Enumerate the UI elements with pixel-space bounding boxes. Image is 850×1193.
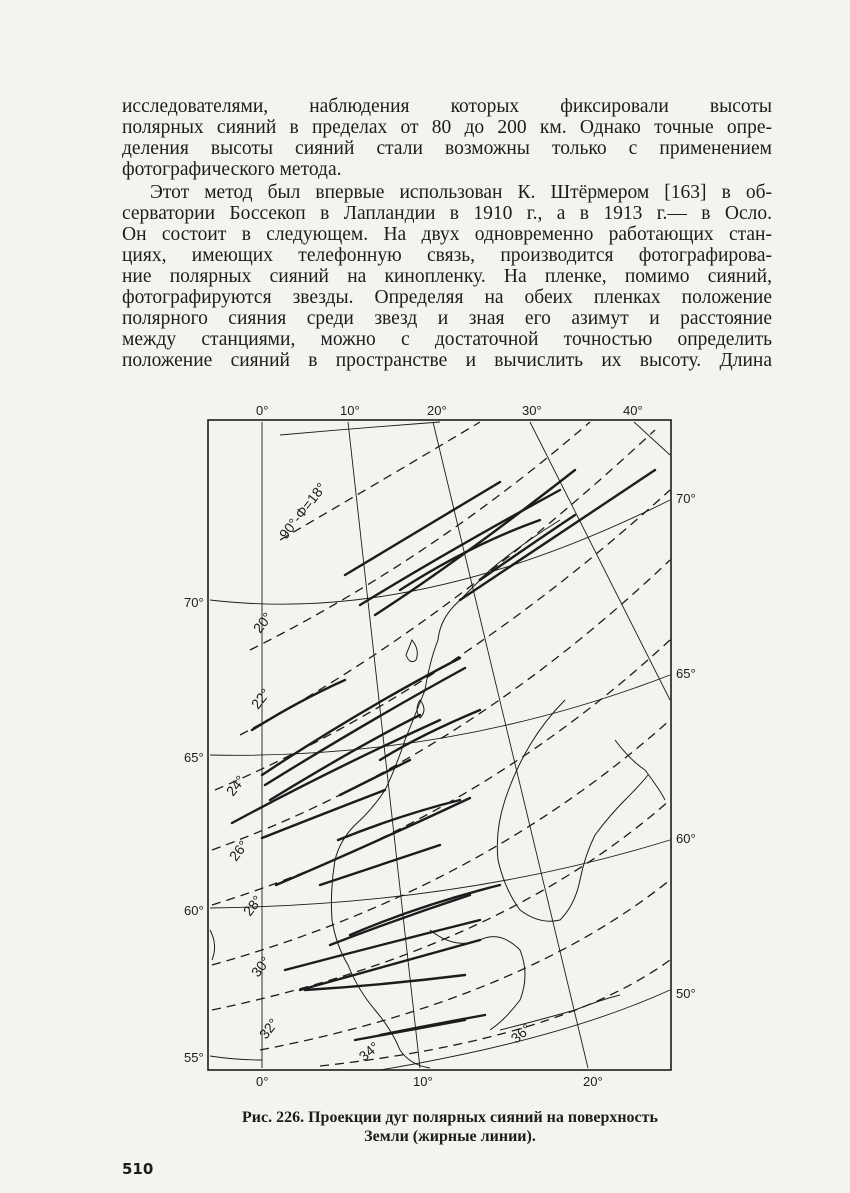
text-line: фотографического метода. (122, 159, 342, 180)
right-lat-label: 65° (676, 666, 696, 681)
top-lon-label: 10° (340, 403, 360, 418)
aurora-arc (270, 715, 420, 800)
text-line: деления высоты сияний стали возможны только с применением (122, 138, 772, 159)
dashed-curve (212, 640, 670, 905)
text-line: фотографируются звезды. Определяя на обеих пленках положение (122, 287, 772, 308)
dashed-curve (240, 430, 655, 735)
paragraph-1 (122, 96, 772, 180)
left-lat-label: 55° (184, 1050, 204, 1065)
top-lon-label: 30° (522, 403, 542, 418)
aurora-arc (265, 668, 465, 785)
text-line: полярного сияния среди звезд и зная его азимут и расстояние (122, 308, 772, 329)
right-lat-label: 70° (676, 491, 696, 506)
parallel-top (280, 422, 440, 435)
right-lat-label: 60° (676, 831, 696, 846)
aurora-arc-map (180, 398, 700, 1098)
aurora-arc (252, 680, 345, 730)
figure-caption (150, 1108, 750, 1146)
dashed-curve (260, 880, 670, 1050)
top-lon-label: 20° (427, 403, 447, 418)
curve-label: 28° (239, 892, 266, 919)
dashed-curve (212, 560, 670, 850)
aurora-arc (380, 1015, 485, 1035)
curve-label: 26° (225, 837, 252, 864)
bottom-lon-label: 20° (583, 1074, 603, 1089)
aurora-arc (340, 760, 410, 795)
curve-label: 90°-Φ=18° (275, 479, 330, 542)
text-line: Он состоит в следующем. На двух одновременно работающих стан- (122, 224, 772, 245)
coastline-white-sea (615, 740, 665, 800)
curve-label: 34° (355, 1038, 383, 1065)
axis-labels (184, 403, 696, 1089)
left-lat-label: 70° (184, 595, 204, 610)
left-lat-label: 60° (184, 903, 204, 918)
meridian-30 (530, 422, 670, 700)
aurora-arc (338, 800, 460, 840)
island (406, 640, 417, 662)
paragraph-2 (122, 182, 772, 371)
dashed-curve (280, 422, 480, 540)
meridian-40 (634, 422, 670, 455)
text-line: полярных сияний в пределах от 80 до 200 км. Однако точные опре- (122, 117, 772, 138)
parallel-55 (210, 1056, 262, 1060)
curve-label: 20° (249, 609, 276, 636)
text-line: ние полярных сияний на кинопленку. На пленке, помимо сияний, (122, 266, 772, 287)
curve-label: 30° (247, 953, 274, 980)
text-line: положение сияний в пространстве и вычислить их высоту. Длина (122, 350, 772, 371)
left-lat-label: 65° (184, 750, 204, 765)
aurora-arc (232, 720, 440, 823)
curve-label: 24° (222, 772, 249, 799)
curve-label: 32° (255, 1015, 282, 1042)
aurora-arcs (232, 470, 655, 1040)
aurora-arc (276, 798, 470, 885)
coastline-bothnia (497, 700, 648, 921)
text-line: исследователями, наблюдения которых фиксировали высоты (122, 96, 772, 117)
aurora-arc (285, 920, 480, 970)
parallel-70 (210, 500, 670, 604)
aurora-arc (345, 482, 500, 575)
bottom-lon-label: 10° (413, 1074, 433, 1089)
curve-label: 36° (507, 1020, 535, 1047)
text-line: серватории Боссекоп в Лапландии в 1910 г., а в 1913 г.— в Осло. (122, 203, 772, 224)
page-number: 510 (122, 1160, 154, 1178)
dashed-curve (250, 422, 590, 650)
caption-line: Земли (жирные линии). (364, 1128, 536, 1145)
top-lon-label: 40° (623, 403, 643, 418)
right-lat-label: 50° (676, 986, 696, 1001)
meridians (262, 422, 670, 1068)
curve-label: 22° (247, 685, 274, 712)
aurora-arc (380, 710, 480, 760)
parallel-60 (210, 840, 670, 908)
text-line: Этот метод был впервые использован К. Штёрмером [163] в об- (150, 182, 772, 203)
coastline-west (210, 930, 215, 960)
top-lon-label: 0° (256, 403, 269, 418)
text-line: между станциями, можно с достаточной точностью определить (122, 329, 772, 350)
caption-line: Рис. 226. Проекции дуг полярных сияний на поверхность (242, 1109, 658, 1126)
coastline-baltic (430, 930, 525, 1030)
curve-labels (223, 480, 534, 1065)
text-line: циях, имеющих телефонную связь, производится фотографирова- (122, 245, 772, 266)
bottom-lon-label: 0° (256, 1074, 269, 1089)
